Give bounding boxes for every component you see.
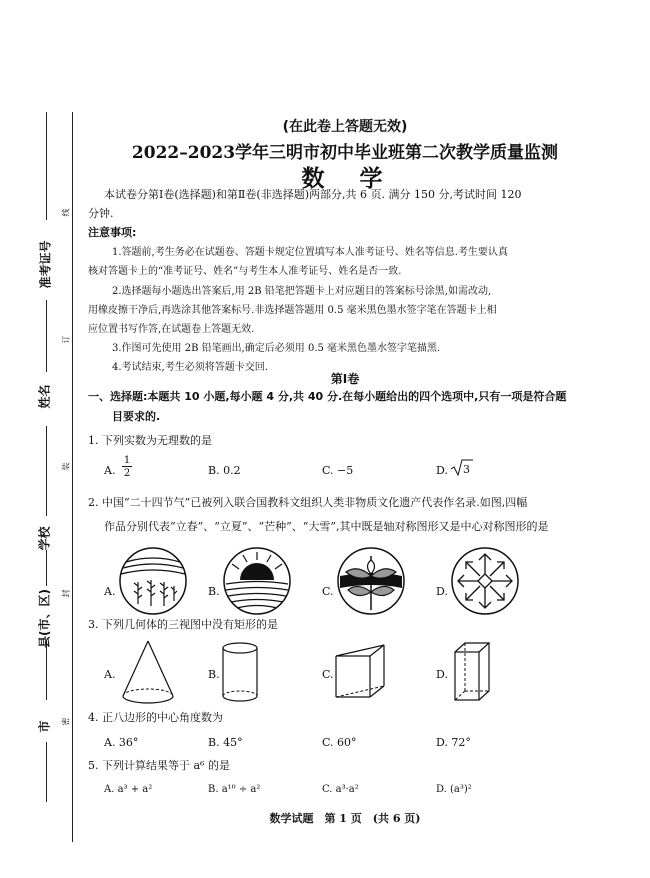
q2-option-a: A. [104, 585, 116, 598]
q3-option-a: A. [104, 668, 116, 681]
label-county: 县(市、区) [37, 589, 52, 648]
note-1a: 1.答题前,考生务必在试题卷、答题卡规定位置填写本人准考证号、姓名等信息.考生要认真 [112, 247, 508, 258]
cuboid-icon [452, 640, 492, 704]
q4-option-b: B. 45° [208, 736, 243, 749]
lichun-wheat-icon [118, 546, 188, 616]
binding-line [72, 112, 73, 842]
q3-option-b: B. [208, 668, 220, 681]
cylinder-icon [220, 640, 260, 704]
mangzhong-sprout-icon [336, 546, 406, 616]
q3-option-c: C. [322, 668, 334, 681]
blank-line [46, 742, 47, 802]
mark-line: 线 [61, 208, 71, 217]
q1-option-c: C. −5 [322, 464, 354, 477]
q1-frac-den: 2 [123, 468, 131, 479]
label-admission: 准考证号 [38, 240, 53, 289]
note-3: 3.作图可先使用 2B 铅笔画出,确定后必须用 0.5 毫米黑色墨水签字笔描黑. [112, 343, 441, 354]
q1-stem: 1. 下列实数为无理数的是 [88, 434, 212, 447]
blank-line [46, 300, 47, 372]
note-2a: 2.选择题每小题选出答案后,用 2B 铅笔把答题卡上对应题目的答案标号涂黑,如需改动, [112, 286, 492, 297]
q1-option-a-label: A. [104, 464, 116, 477]
note-2c: 应位置书写作答,在试题卷上答题无效. [88, 324, 255, 335]
mark-ding: 订 [61, 335, 71, 344]
blank-line [46, 426, 47, 516]
q2-option-c: C. [322, 585, 334, 598]
section-one-a: 一、选择题:本题共 10 小题,每小题 4 分,共 40 分.在每小题给出的四个选项中,只有一项是符合题 [88, 390, 567, 403]
q5-option-a: A. a³ + a² [104, 784, 153, 795]
q1-option-b: B. 0.2 [208, 464, 241, 477]
q1-frac-num: 1 [123, 455, 131, 466]
q4-option-d: D. 72° [436, 736, 471, 749]
q4-stem: 4. 正八边形的中心角度数为 [88, 711, 223, 724]
q2-option-b: B. [208, 585, 220, 598]
q4-option-c: C. 60° [322, 736, 357, 749]
q5-option-c: C. a³·a² [322, 784, 359, 795]
daxue-snowflake-icon [450, 546, 520, 616]
label-city: 市 [37, 720, 52, 733]
exam-title: 2022–2023学年三明市初中毕业班第二次教学质量监测 [131, 143, 559, 163]
q5-option-b: B. a¹⁰ ÷ a² [208, 784, 261, 795]
q4-option-a: A. 36° [104, 736, 139, 749]
page-footer: 数学试题 第 1 页 (共 6 页) [269, 812, 421, 825]
label-school: 学校 [37, 526, 52, 551]
cone-icon [118, 638, 178, 708]
blank-line [46, 640, 47, 700]
intro-line-1: 本试卷分第Ⅰ卷(选择题)和第Ⅱ卷(非选择题)两部分,共 6 页. 满分 150 分,考试时间 120 [104, 188, 522, 201]
note-4: 4.考试结束,考生必须将答题卡交回. [112, 362, 268, 373]
q2-option-d: D. [436, 585, 448, 598]
note-2b: 用橡皮擦干净后,再选涂其他答案标号.非选择题答题用 0.5 毫米黑色墨水签字笔在答题卡上相 [88, 305, 497, 316]
subject-title: 数 学 [301, 165, 389, 192]
mark-zhuang: 装 [61, 462, 71, 471]
q1-radicand: 3 [463, 463, 470, 476]
q2-stem-a: 2. 中国“二十四节气”已被列入联合国教科文组织人类非物质文化遗产代表作名录.如图,四幅 [88, 496, 528, 509]
intro-line-2: 分钟. [88, 207, 114, 220]
label-name: 姓名 [37, 384, 52, 409]
q2-stem-b: 作品分别代表“立春”、“立夏”、“芒种”、“大雪”,其中既是轴对称图形又是中心对称图形的是 [104, 520, 549, 533]
q5-stem: 5. 下列计算结果等于 a⁶ 的是 [88, 759, 230, 772]
q3-stem: 3. 下列几何体的三视图中没有矩形的是 [88, 618, 278, 631]
q5-option-d: D. (a³)² [436, 784, 472, 795]
notes-title: 注意事项: [88, 226, 137, 239]
part1-heading: 第Ⅰ卷 [330, 372, 360, 386]
note-1b: 核对答题卡上的“准考证号、姓名”与考生本人准考证号、姓名是否一致. [88, 266, 402, 277]
triangular-prism-icon [334, 642, 390, 702]
mark-mi: 密 [61, 717, 71, 726]
mark-feng: 封 [61, 589, 71, 598]
q1-option-d-label: D. [436, 464, 448, 477]
lixia-sun-icon [222, 546, 292, 616]
section-one-b: 目要求的. [112, 410, 161, 423]
q3-option-d: D. [436, 668, 448, 681]
invalid-note: (在此卷上答题无效) [282, 119, 408, 135]
